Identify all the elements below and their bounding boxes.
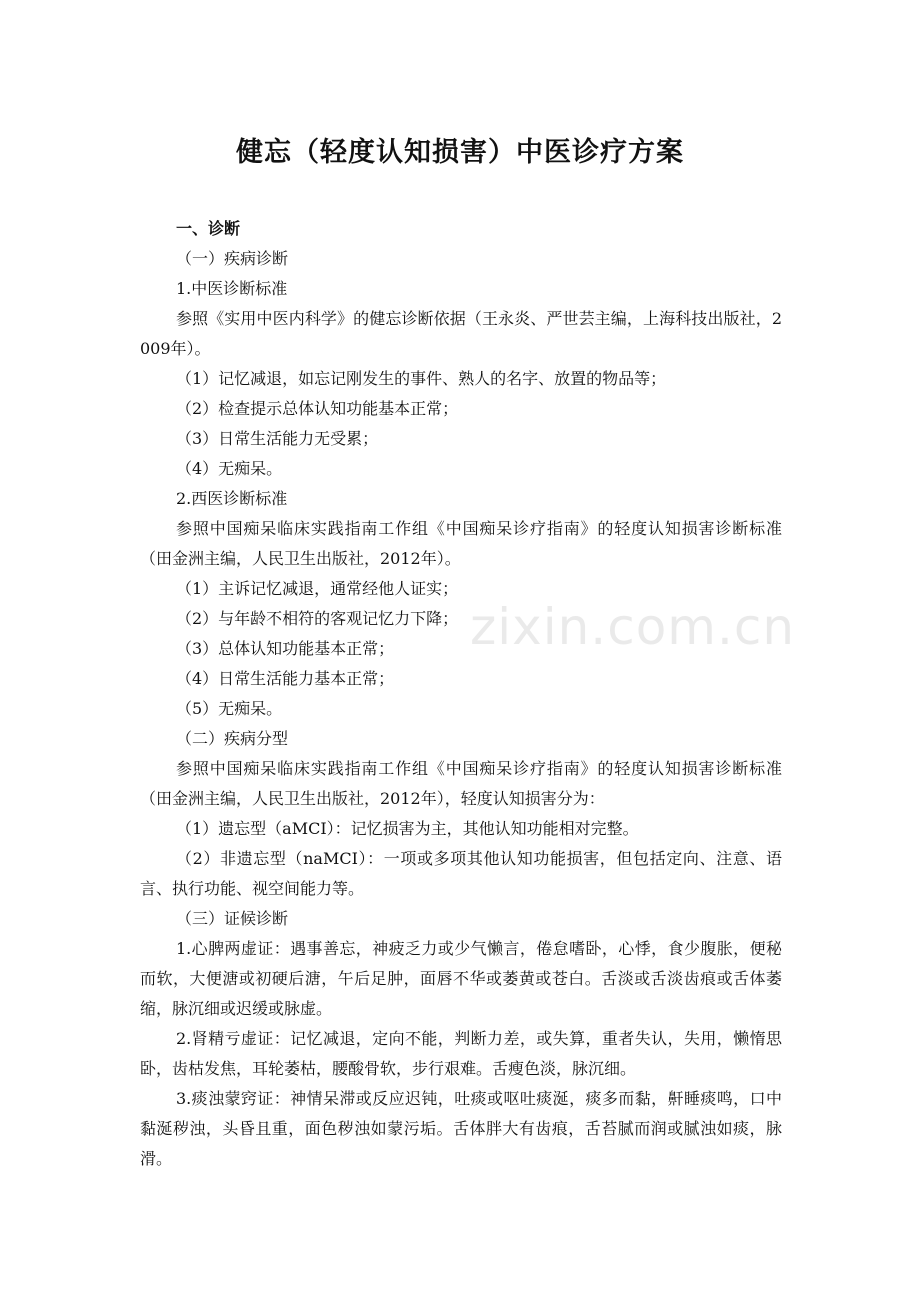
paragraph: 1.心脾两虚证：遇事善忘，神疲乏力或少气懒言，倦怠嗜卧，心悸，食少腹胀，便秘而软，大便溏或初硬后溏，午后足肿，面唇不华或萎黄或苍白。舌淡或舌淡齿痕或舌体萎缩，脉沉细或迟缓或脉虚。 (140, 939, 782, 1018)
list-item: （2）与年龄不相符的客观记忆力下降； (176, 609, 459, 628)
list-item: （1）遗忘型（aMCI）：记忆损害为主，其他认知功能相对完整。 (176, 819, 639, 838)
list-item: （1）记忆减退，如忘记刚发生的事件、熟人的名字、放置的物品等； (176, 369, 667, 388)
subsection-heading: （一）疾病诊断 (176, 249, 289, 268)
list-item: （5）无痴呆。 (176, 699, 283, 718)
watermark: zixin.com.cn (470, 598, 796, 656)
list-item: （4）无痴呆。 (176, 459, 283, 478)
paragraph: 参照中国痴呆临床实践指南工作组《中国痴呆诊疗指南》的轻度认知损害诊断标准（田金洲主编，人民卫生出版社，2012年），轻度认知损害分为： (140, 759, 782, 808)
subsection-heading: （三）证候诊断 (176, 909, 289, 928)
paragraph: 3.痰浊蒙窍证：神情呆滞或反应迟钝，吐痰或呕吐痰涎，痰多而黏，鼾睡痰鸣，口中黏涎秽浊，头昏且重，面色秽浊如蒙污垢。舌体胖大有齿痕，舌苔腻而润或腻浊如痰，脉滑。 (140, 1089, 782, 1168)
paragraph: 2.肾精亏虚证：记忆减退，定向不能，判断力差，或失算，重者失认，失用，懒惰思卧，齿枯发焦，耳轮萎枯，腰酸骨软，步行艰难。舌瘦色淡，脉沉细。 (140, 1029, 782, 1078)
paragraph: 参照《实用中医内科学》的健忘诊断依据（王永炎、严世芸主编，上海科技出版社，2009年）。 (140, 309, 782, 358)
list-item: （1）主诉记忆减退，通常经他人证实； (176, 579, 459, 598)
list-item: （4）日常生活能力基本正常； (176, 669, 395, 688)
section-heading: 一、诊断 (176, 219, 241, 238)
list-item: （3）日常生活能力无受累； (176, 429, 379, 448)
document-title: 健忘（轻度认知损害）中医诊疗方案 (236, 137, 684, 168)
item-heading: 2.西医诊断标准 (176, 489, 288, 508)
item-heading: 1.中医诊断标准 (176, 279, 288, 298)
subsection-heading: （二）疾病分型 (176, 729, 289, 748)
list-item: （2）非遗忘型（naMCI）：一项或多项其他认知功能损害，但包括定向、注意、语言、执行功能、视空间能力等。 (140, 849, 782, 898)
list-item: （2）检查提示总体认知功能基本正常； (176, 399, 459, 418)
document-body (140, 214, 782, 1174)
paragraph: 参照中国痴呆临床实践指南工作组《中国痴呆诊疗指南》的轻度认知损害诊断标准（田金洲主编，人民卫生出版社，2012年）。 (140, 519, 782, 568)
list-item: （3）总体认知功能基本正常； (176, 639, 395, 658)
